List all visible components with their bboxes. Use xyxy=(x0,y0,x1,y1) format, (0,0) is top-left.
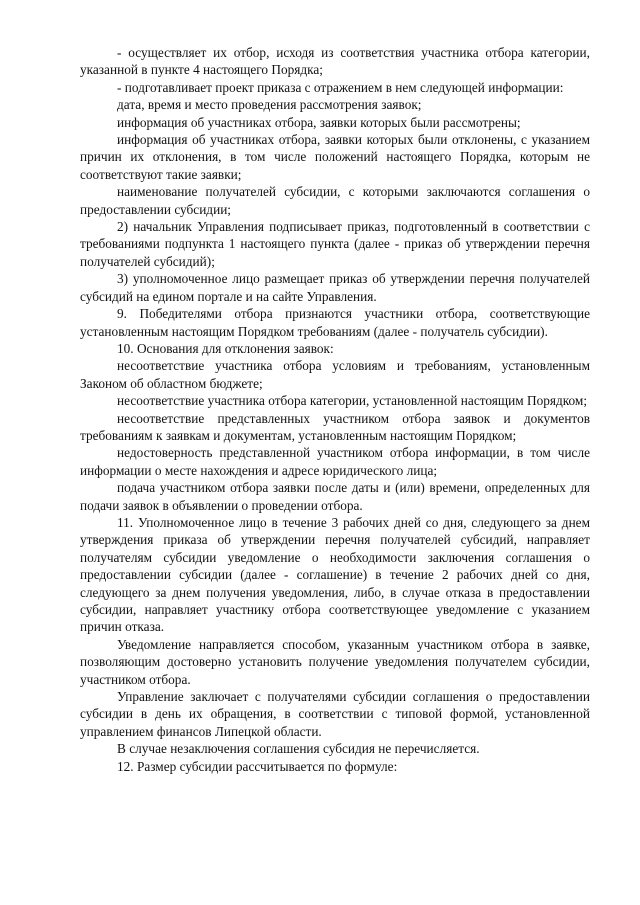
paragraph: информация об участниках отбора, заявки которых были рассмотрены; xyxy=(117,114,521,130)
paragraph: дата, время и место проведения рассмотрения заявок; xyxy=(117,97,422,113)
paragraph: подача участником отбора заявки после даты и (или) времени, определенных для подачи заявок в объявлении о проведении отбора. xyxy=(80,480,590,513)
paragraph: 11. Уполномоченное лицо в течение 3 рабочих дней со дня, следующего за днем утверждения приказа об утверждении перечня получателей субсидий, направляет получателям субсидии уведомление о необходимости заключения соглашения о предоставлении субсидии (далее - соглашение) в течение 2 рабочих дней со дня, следующего за днем получения уведомления, либо, в случае отказа в предоставлении субсидии, направляет участнику отбора соответствующее уведомление с указанием причин отказа. xyxy=(80,514,590,635)
paragraph: наименование получателей субсидии, с которыми заключаются соглашения о предоставлении субсидии; xyxy=(80,184,590,217)
paragraph: 9. Победителями отбора признаются участники отбора, соответствующие установленным настоящим Порядком требованиям (далее - получатель субсидии). xyxy=(80,306,590,339)
paragraph: 3) уполномоченное лицо размещает приказ об утверждении перечня получателей субсидий на едином портале и на сайте Управления. xyxy=(80,271,590,304)
paragraph: 12. Размер субсидии рассчитывается по формуле: xyxy=(117,758,398,774)
paragraph: несоответствие представленных участником отбора заявок и документов требованиям к заявкам и документам, установленным настоящим Порядком; xyxy=(80,410,590,443)
paragraph: - подготавливает проект приказа с отражением в нем следующей информации: xyxy=(117,79,564,95)
document-body xyxy=(80,44,590,775)
paragraph: - осуществляет их отбор, исходя из соответствия участника отбора категории, указанной в пункте 4 настоящего Порядка; xyxy=(80,45,590,78)
paragraph: Уведомление направляется способом, указанным участником отбора в заявке, позволяющим достоверно установить получение уведомления получателем субсидии, участником отбора. xyxy=(80,636,590,687)
paragraph: несоответствие участника отбора категории, установленной настоящим Порядком; xyxy=(117,393,588,409)
paragraph: В случае незаключения соглашения субсидия не перечисляется. xyxy=(117,741,480,757)
paragraph: информация об участниках отбора, заявки которых были отклонены, с указанием причин их отклонения, в том числе положений настоящего Порядка, которым не соответствуют такие заявки; xyxy=(80,132,590,182)
paragraph: Управление заключает с получателями субсидии соглашения о предоставлении субсидии в день их обращения, в соответствии с типовой формой, установленной управлением финансов Липецкой области. xyxy=(80,689,590,739)
paragraph: недостоверность представленной участником отбора информации, в том числе информации о месте нахождения и адресе юридического лица; xyxy=(80,445,590,478)
paragraph: несоответствие участника отбора условиям и требованиям, установленным Законом об областном бюджете; xyxy=(80,358,590,391)
paragraph: 2) начальник Управления подписывает приказ, подготовленный в соответствии с требованиями подпункта 1 настоящего пункта (далее - приказ об утверждении перечня получателей субсидий); xyxy=(80,219,590,269)
paragraph: 10. Основания для отклонения заявок: xyxy=(117,340,334,356)
